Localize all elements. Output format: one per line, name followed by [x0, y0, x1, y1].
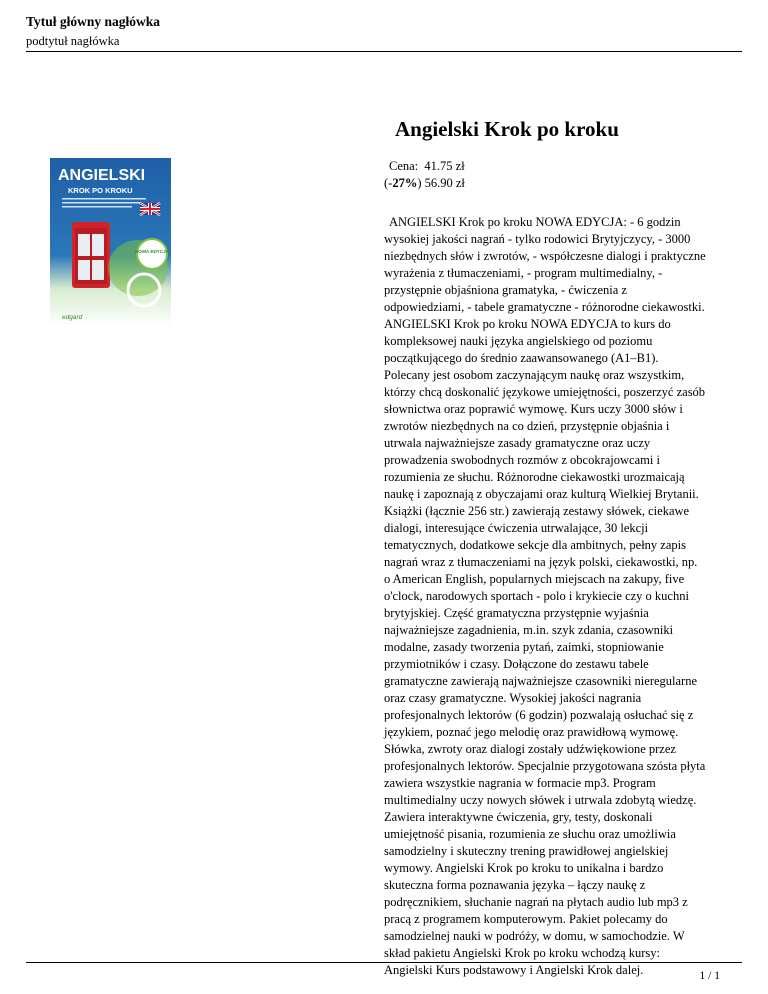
cover-text-line	[62, 202, 140, 204]
header-subtitle: podtytuł nagłówka	[26, 34, 120, 48]
book-cover-art	[48, 156, 175, 330]
old-price: 56.90 zł	[424, 176, 465, 190]
cover-title: ANGIELSKI	[58, 167, 146, 184]
product-description: ANGIELSKI Krok po kroku NOWA EDYCJA: - 6 godzin wysokiej jakości nagrań - tylko rodowici Brytyjczycy, - 3000 niezbędnych słów i zwrotów, - współczesne dialogi i praktyczne wyrażenia z tłumaczeniami, - program multimedialny, - przystępnie objaśniona gramatyka, - ćwiczenia z odpowiedziami, - tabele gramatyczne - różnorodne ciekawostki. ANGIELSKI Krok po kroku NOWA EDYCJA to kurs do kompleksowej nauki języka angielskiego od poziomu początkującego do średnio zaawansowanego (A1–B1). Polecany jest osobom zaczynającym naukę oraz wszystkim, którzy chcą doskonalić językowe umiejętności, poszerzyć zasób słownictwa oraz poprawić wymowę. Kurs uczy 3000 słów i zwrotów niezbędnych na co dzień, przystępnie objaśnia i utrwala najważniejsze zasady gramatyczne oraz uczy prowadzenia swobodnych rozmów z obcokrajowcami i rozumienia ze słuchu. Różnorodne ciekawostki urozmaicają naukę i zapoznają z obyczajami oraz kulturą Wielkiej Brytanii. Książki (łącznie 256 str.) zawierają zestawy słówek, ciekawe dialogi, interesujące ćwiczenia utrwalające, 30 lekcji tematycznych, dodatkowe sekcje dla ambitnych, pełny zapis nagrań wraz z tłumaczeniami na język polski, ciekawostki, np. o American English, popularnych miejscach na zakupy, five o'clock, narodowych sportach - polo i krykiecie czy o kuchni brytyjskiej. Część gramatyczna przystępnie wyjaśnia najważniejsze zagadnienia, m.in. szyk zdania, czasowniki modalne, zasady tworzenia pytań, zaimki, stopniowanie przymiotników i czasy. Dołączone do zestawu tabele gramatyczne zawierają najważniejsze czasowniki nieregularne oraz czasy gramatyczne. Wysokiej jakości nagrania profesjonalnych lektorów (6 godzin) pozwalają osłuchać się z językiem, poznać jego melodię oraz prawidłową wymowę. Słówka, zwroty oraz dialogi zostały udźwiękowione przez profesjonalnych lektorów. Specjalnie przygotowana szósta płyta zawiera wszystkie nagrania w formacie mp3. Program multimedialny uczy nowych słówek i utrwala zdobytą wiedzę. Zawiera interaktywne ćwiczenia, gry, testy, doskonali umiejętność pisania, rozumienia ze słuchu oraz umożliwia samodzielny i skuteczny trening prawidłowej angielskiej wymowy. Angielski Krok po kroku to unikalna i bardzo skuteczna forma poznawania języka – łączy naukę z podręcznikiem, słuchanie nagrań na płytach audio lub mp3 z pracą z programem komputerowym. Pakiet polecamy do samodzielnej nauki w podróży, w domu, w samochodzie. W skład pakietu Angielski Krok po kroku wchodzą kursy: Angielski Kurs podstawowy i Angielski Krok dalej.	[384, 215, 706, 977]
book-cover-image	[48, 156, 175, 330]
publisher-logo: edgard	[62, 314, 83, 321]
uk-flag-icon	[140, 203, 160, 215]
discount-row	[384, 175, 465, 192]
cover-text-line	[62, 206, 132, 208]
cover-subtitle: KROK PO KROKU	[68, 186, 133, 195]
header-divider	[26, 51, 742, 52]
price-label: Cena:	[389, 159, 419, 173]
discount-open: (-	[384, 176, 393, 190]
cover-badge-text: NOWA EDYCJA	[134, 249, 170, 254]
discount-close: )	[417, 176, 422, 190]
product-title: Angielski Krok po kroku	[395, 117, 619, 141]
discount-percent: 27%	[392, 176, 418, 190]
header-title: Tytuł główny nagłówka	[26, 14, 161, 29]
price-block	[384, 158, 465, 192]
footer-divider	[26, 962, 742, 963]
price-value: 41.75 zł	[424, 159, 465, 173]
cover-text-line	[62, 198, 146, 200]
page-number: 1 / 1	[699, 970, 720, 982]
price-row	[384, 158, 465, 175]
cover-badge	[137, 239, 167, 269]
phone-booth-icon	[72, 222, 110, 288]
